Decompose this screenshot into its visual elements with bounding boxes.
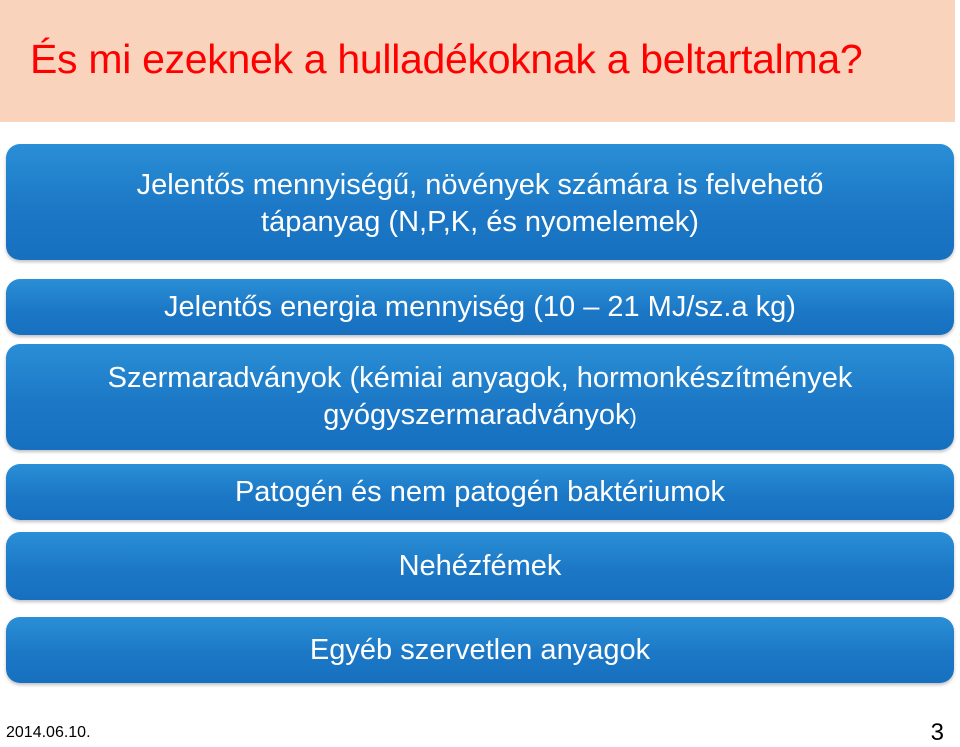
title-bar — [0, 0, 955, 122]
page-number: 3 — [930, 719, 944, 746]
box-text-line: Jelentős mennyiségű, növények számára is felvehető — [136, 169, 824, 201]
box-text-line: Egyéb szervetlen anyagok — [309, 633, 651, 666]
box-text-line: Patogén és nem patogén baktériumok — [234, 475, 726, 508]
box-text-line: Nehézfémek — [398, 549, 562, 582]
box-text-line-wrap — [323, 397, 637, 435]
slide-title: És mi ezeknek a hulladékoknak a beltartalma? — [30, 36, 863, 82]
box-text-line: Jelentős energia mennyiség (10 – 21 MJ/sz.a kg) — [164, 290, 796, 323]
content-box-bacteria — [6, 464, 954, 520]
closing-paren: ) — [629, 403, 637, 429]
box-text-line: tápanyag (N,P,K, és nyomelemek) — [261, 206, 699, 238]
box-text-line: gyógyszermaradványok — [323, 398, 630, 431]
content-box-heavy-metals — [6, 532, 954, 600]
content-box-inorganic — [6, 617, 954, 683]
content-box-energy — [6, 279, 954, 335]
content-box-residues — [6, 344, 954, 450]
content-box-nutrients — [6, 144, 954, 260]
box-text-line: Szermaradványok (kémiai anyagok, hormonkészítmények — [107, 361, 853, 394]
footer-date: 2014.06.10. — [6, 724, 91, 741]
